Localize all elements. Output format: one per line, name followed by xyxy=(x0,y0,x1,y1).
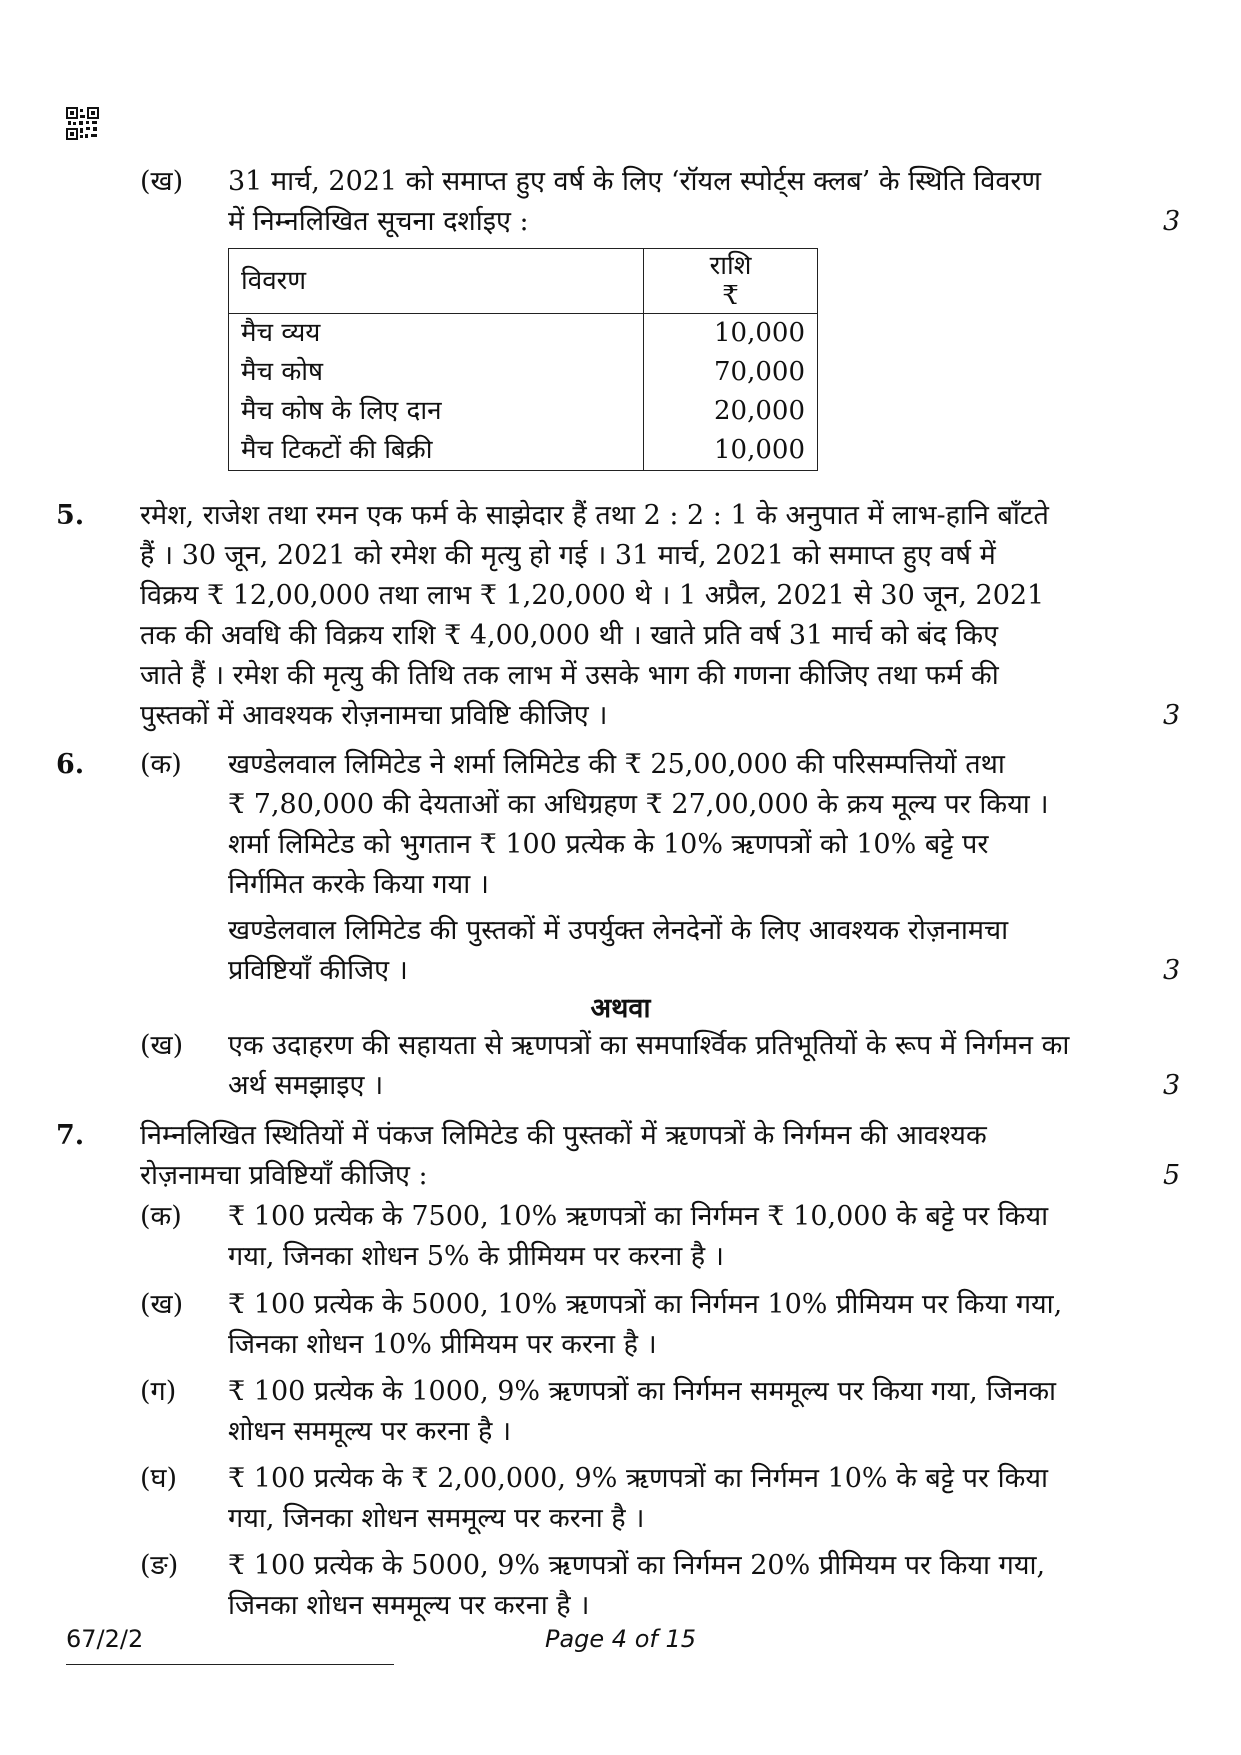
row-particular: मैच कोष के लिए दान xyxy=(229,392,644,431)
q6a-line-3: शर्मा लिमिटेड को भुगतान ₹ 100 प्रत्येक के 10% ऋणपत्रों को 10% बट्टे पर xyxy=(228,829,989,860)
q6a-line-1: खण्डेलवाल लिमिटेड ने शर्मा लिमिटेड की ₹ 25,00,000 की परिसम्पत्तियों तथा xyxy=(228,749,1005,780)
q6b-label: (ख) xyxy=(140,1030,184,1061)
footer-divider xyxy=(66,1664,394,1665)
row-amount: 10,000 xyxy=(644,314,818,354)
q7-part-line: ₹ 100 प्रत्येक के 7500, 10% ऋणपत्रों का निर्गमन ₹ 10,000 के बट्टे पर किया xyxy=(228,1201,1049,1232)
q7-part-line: ₹ 100 प्रत्येक के 5000, 10% ऋणपत्रों का निर्गमन 10% प्रीमियम पर किया गया, xyxy=(228,1289,1063,1320)
row-amount: 10,000 xyxy=(644,431,818,471)
row-particular: मैच कोष xyxy=(229,353,644,392)
q7-part-label: (घ) xyxy=(140,1463,178,1494)
q6a-line-4: निर्गमित करके किया गया । xyxy=(228,869,490,900)
table-header-particulars: विवरण xyxy=(229,249,644,314)
q4b-line-2: में निम्नलिखित सूचना दर्शाइए : xyxy=(228,206,529,237)
q7-line-1: निम्नलिखित स्थितियों में पंकज लिमिटेड की पुस्तकों में ऋणपत्रों के निर्गमन की आवश्यक xyxy=(140,1120,987,1151)
row-particular: मैच व्यय xyxy=(229,314,644,354)
row-amount: 70,000 xyxy=(644,353,818,392)
q6a-line-5: खण्डेलवाल लिमिटेड की पुस्तकों में उपर्युक्त लेनदेनों के लिए आवश्यक रोज़नामचा xyxy=(228,915,1009,946)
q7-part-line: ₹ 100 प्रत्येक के 5000, 9% ऋणपत्रों का निर्गमन 20% प्रीमियम पर किया गया, xyxy=(228,1550,1046,1581)
q5-marks: 3 xyxy=(1163,700,1181,731)
q6b-marks: 3 xyxy=(1163,1070,1181,1101)
q5-line-5: जाते हैं । रमेश की मृत्यु की तिथि तक लाभ में उसके भाग की गणना कीजिए तथा फर्म की xyxy=(140,660,999,691)
q7-number: 7. xyxy=(56,1120,85,1151)
table-header-amount xyxy=(644,249,818,314)
q7-marks: 5 xyxy=(1163,1160,1181,1191)
table-row xyxy=(229,392,818,431)
q6b-line-1: एक उदाहरण की सहायता से ऋणपत्रों का समपार्श्विक प्रतिभूतियों के रूप में निर्गमन का xyxy=(228,1030,1070,1061)
q4b-line-1: 31 मार्च, 2021 को समाप्त हुए वर्ष के लिए ‘रॉयल स्पोर्ट्स क्लब’ के स्थिति विवरण xyxy=(228,166,1041,197)
q7-part-line: गया, जिनका शोधन 5% के प्रीमियम पर करना है । xyxy=(228,1241,724,1272)
table-header-row xyxy=(229,249,818,314)
q7-part-label: (क) xyxy=(140,1201,182,1232)
q7-part-line: ₹ 100 प्रत्येक के ₹ 2,00,000, 9% ऋणपत्रों का निर्गमन 10% के बट्टे पर किया xyxy=(228,1463,1048,1494)
q7-part-label: (ङ) xyxy=(140,1550,179,1581)
q5-line-4: तक की अवधि की विक्रय राशि ₹ 4,00,000 थी । खाते प्रति वर्ष 31 मार्च को बंद किए xyxy=(140,620,999,651)
or-heading: अथवा xyxy=(590,993,651,1024)
q7-line-2: रोज़नामचा प्रविष्टियाँ कीजिए : xyxy=(140,1160,428,1191)
q6a-marks: 3 xyxy=(1163,955,1181,986)
q7-part-line: ₹ 100 प्रत्येक के 1000, 9% ऋणपत्रों का निर्गमन सममूल्य पर किया गया, जिनका xyxy=(228,1376,1057,1407)
q7-part-line: शोधन सममूल्य पर करना है । xyxy=(228,1416,512,1447)
q6a-label: (क) xyxy=(140,749,182,780)
q5-number: 5. xyxy=(56,500,85,531)
table-row xyxy=(229,431,818,471)
q4b-label: (ख) xyxy=(140,166,184,197)
q7-part-line: जिनका शोधन सममूल्य पर करना है । xyxy=(228,1590,590,1621)
paper-code: 67/2/2 xyxy=(66,1625,144,1653)
amount-header-text: राशि xyxy=(709,251,752,281)
q6b-line-2: अर्थ समझाइए । xyxy=(228,1070,384,1101)
qr-code-icon xyxy=(66,107,99,140)
q6a-line-6: प्रविष्टियाँ कीजिए । xyxy=(228,955,408,986)
q7-part-line: गया, जिनका शोधन सममूल्य पर करना है । xyxy=(228,1503,645,1534)
q5-line-1: रमेश, राजेश तथा रमन एक फर्म के साझेदार हैं तथा 2 : 2 : 1 के अनुपात में लाभ-हानि बाँटते xyxy=(140,500,1049,531)
q4b-marks: 3 xyxy=(1163,206,1181,237)
row-particular: मैच टिकटों की बिक्री xyxy=(229,431,644,471)
q7-part-label: (ख) xyxy=(140,1289,184,1320)
table-row xyxy=(229,353,818,392)
q7-part-line: जिनका शोधन 10% प्रीमियम पर करना है । xyxy=(228,1329,657,1360)
row-amount: 20,000 xyxy=(644,392,818,431)
table-row xyxy=(229,314,818,354)
amount-header-currency: ₹ xyxy=(722,281,739,311)
q6-number: 6. xyxy=(56,749,85,780)
q5-line-3: विक्रय ₹ 12,00,000 तथा लाभ ₹ 1,20,000 थे । 1 अप्रैल, 2021 से 30 जून, 2021 xyxy=(140,580,1045,611)
match-account-table xyxy=(228,248,818,471)
q7-part-label: (ग) xyxy=(140,1376,177,1407)
q6a-line-2: ₹ 7,80,000 की देयताओं का अधिग्रहण ₹ 27,00,000 के क्रय मूल्य पर किया । xyxy=(228,789,1049,820)
page-number: Page 4 of 15 xyxy=(544,1625,696,1653)
q5-line-2: हैं । 30 जून, 2021 को रमेश की मृत्यु हो गई । 31 मार्च, 2021 को समाप्त हुए वर्ष में xyxy=(140,540,996,571)
q5-line-6: पुस्तकों में आवश्यक रोज़नामचा प्रविष्टि कीजिए । xyxy=(140,700,608,731)
